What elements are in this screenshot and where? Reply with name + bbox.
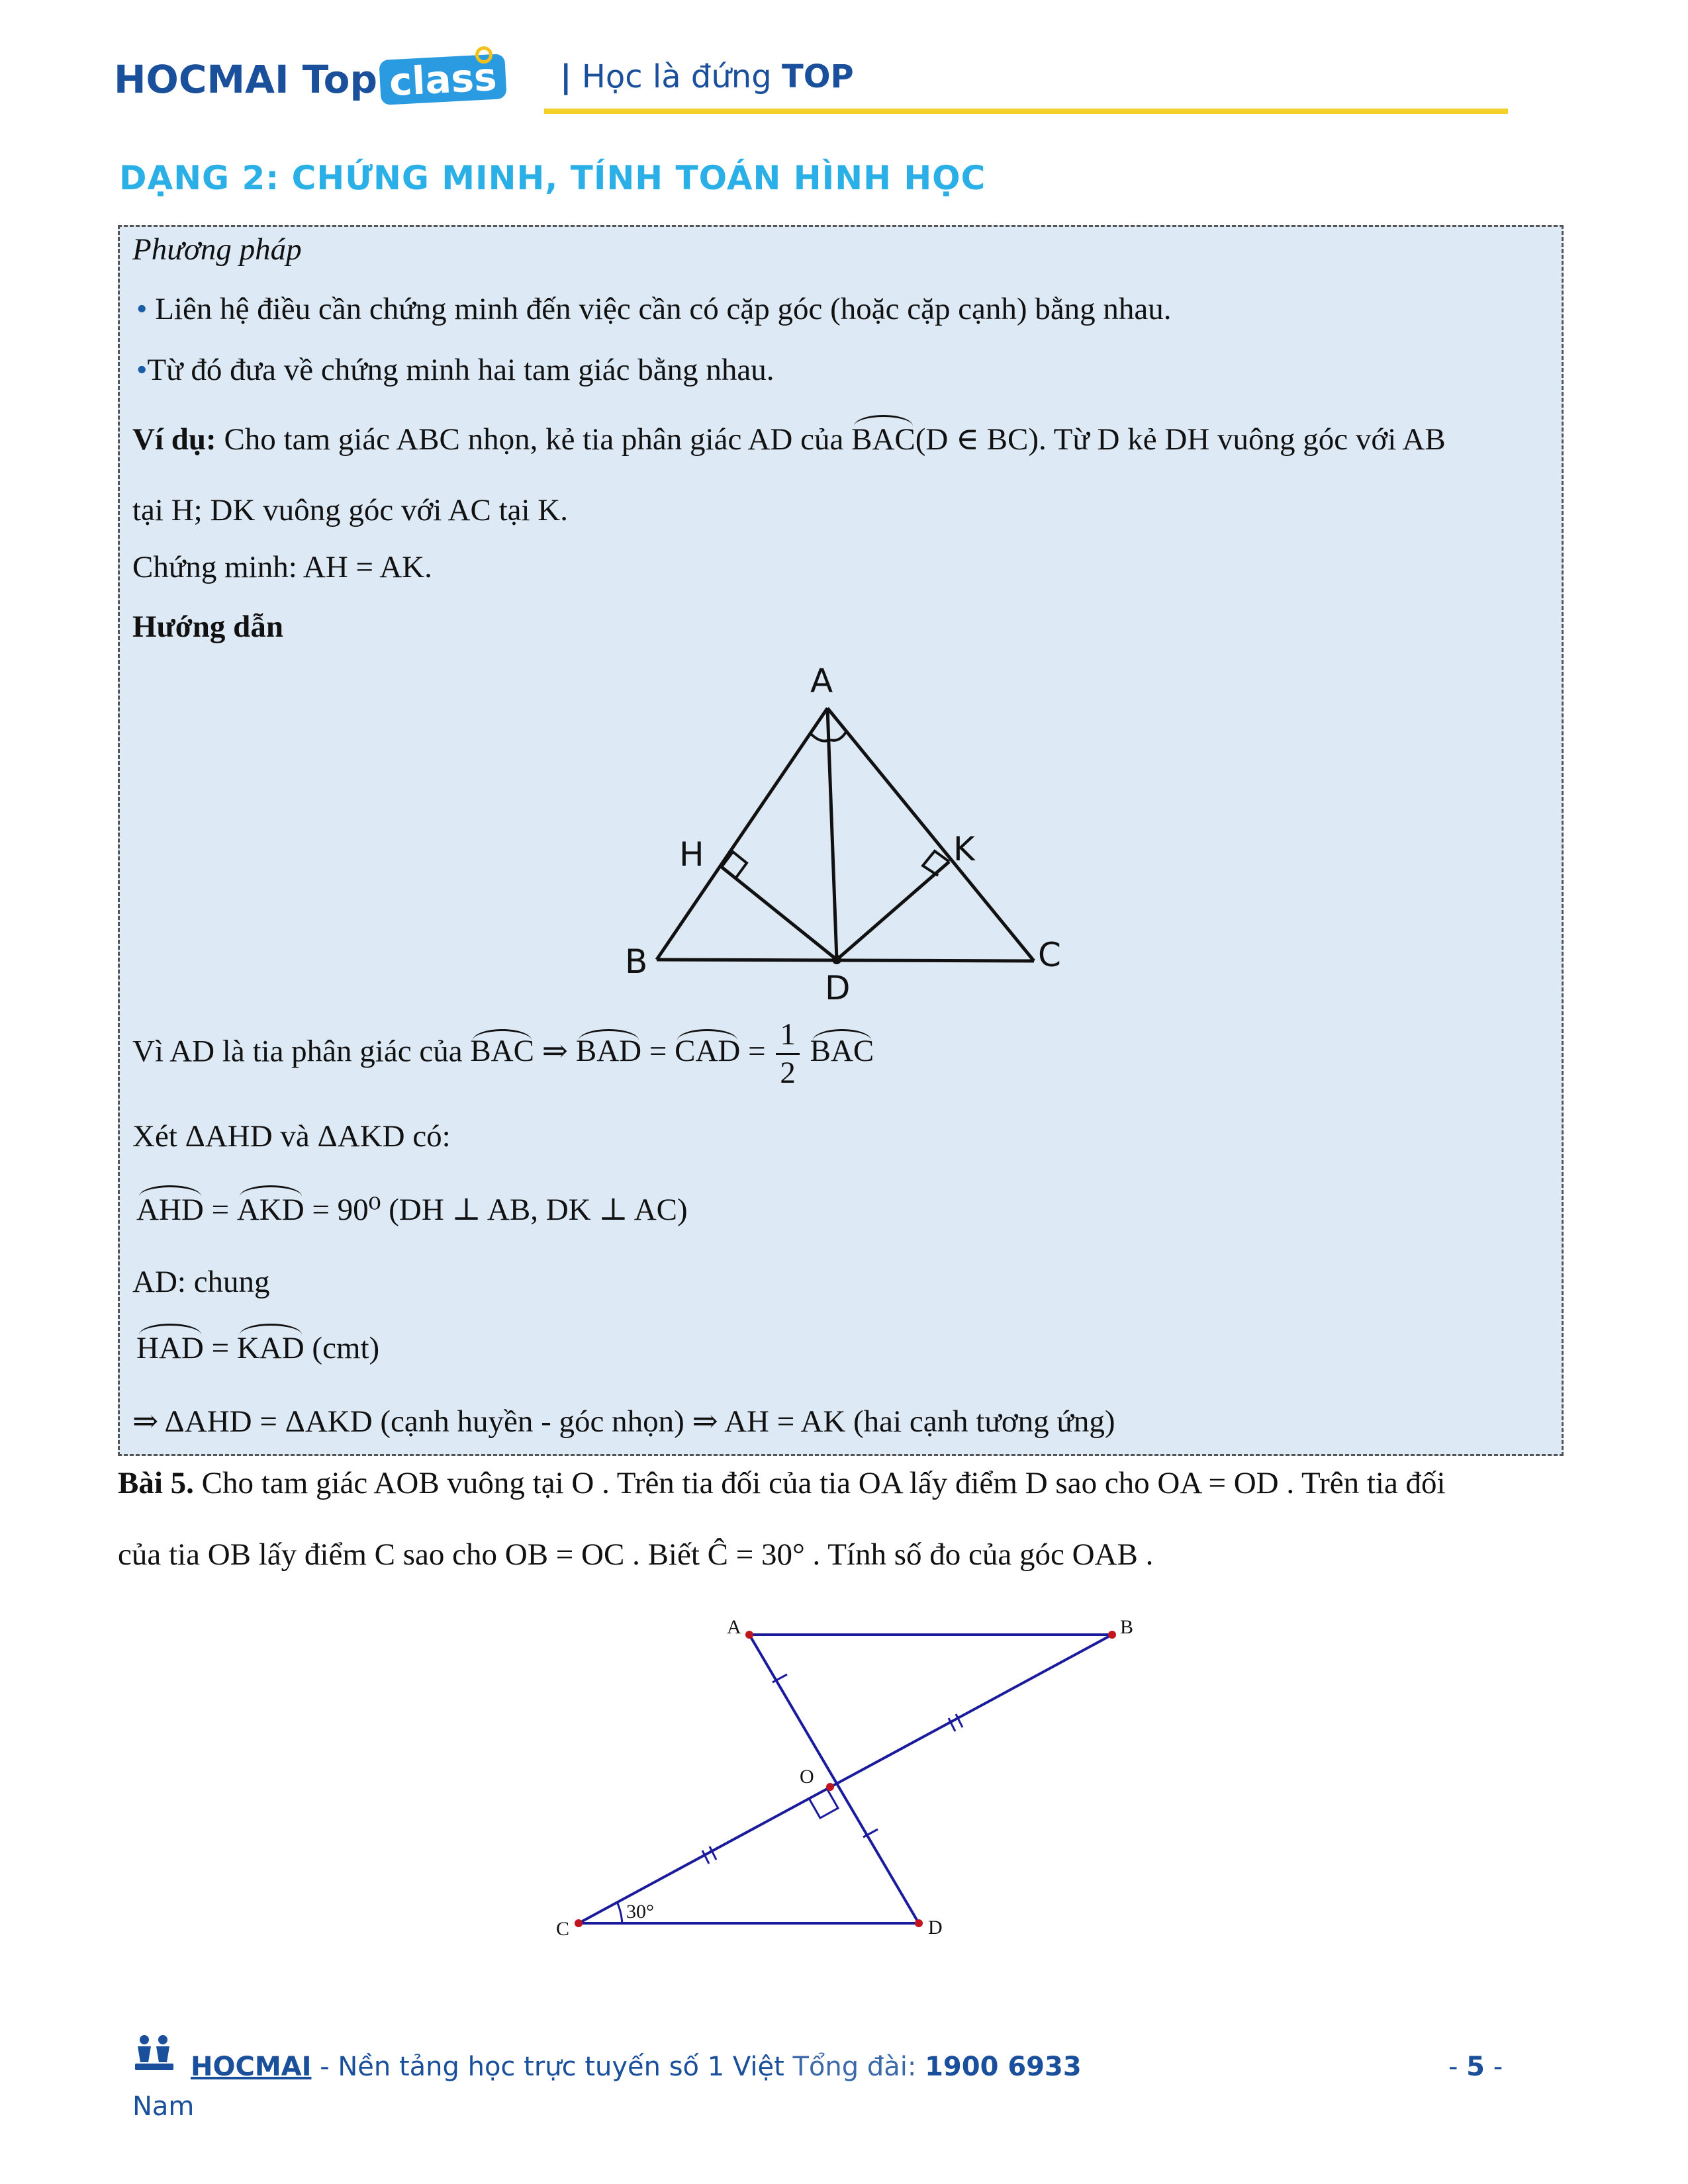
slogan xyxy=(560,58,854,95)
example-text-2: (D ∈ BC). Từ D kẻ DH vuông góc với AB xyxy=(915,422,1446,457)
label-c: C xyxy=(556,1918,570,1940)
fraction-numerator: 1 xyxy=(776,1019,800,1055)
label-h: H xyxy=(679,835,704,874)
section-title: DẠNG 2: CHỨNG MINH, TÍNH TOÁN HÌNH HỌC xyxy=(119,159,986,197)
point-o xyxy=(826,1783,834,1791)
example-line-2: tại H; DK vuông góc với AC tại K. xyxy=(132,493,568,527)
eq-sign: = xyxy=(748,1034,766,1069)
perp-dh xyxy=(722,867,837,960)
bullet-icon: • xyxy=(136,353,148,387)
segment-bc xyxy=(579,1635,1112,1923)
bullet-text: Từ đó đưa về chứng minh hai tam giác bằng nhau. xyxy=(147,353,774,387)
angle-cad: CAD xyxy=(675,1034,741,1069)
angle-akd: AKD xyxy=(236,1193,305,1227)
side-bc xyxy=(657,960,1034,961)
solution-line-5 xyxy=(136,1330,379,1366)
label-k: K xyxy=(953,830,975,868)
brand-main: HOCMAI Top xyxy=(114,57,378,102)
side-ab xyxy=(657,708,827,960)
prove-line: Chứng minh: AH = AK. xyxy=(132,550,432,584)
angle-bac: BAC xyxy=(470,1034,534,1069)
perp-dk xyxy=(837,862,949,960)
footer-brand-link[interactable]: HOCMAI xyxy=(191,2052,312,2082)
footer-hotline: 1900 6933 xyxy=(925,2052,1082,2082)
label-c: C xyxy=(1038,936,1061,974)
slogan-bar: | xyxy=(560,58,572,95)
exercise-label: Bài 5. xyxy=(118,1466,194,1500)
solution-line-3 xyxy=(136,1191,688,1228)
method-bullet-1 xyxy=(136,291,1172,327)
label-b: B xyxy=(1120,1616,1134,1638)
eq-sign: = xyxy=(211,1331,230,1365)
page-prefix: - xyxy=(1448,2052,1467,2082)
bisector-ad xyxy=(827,708,837,960)
label-a: A xyxy=(727,1616,741,1638)
label-angle-30: 30° xyxy=(626,1901,654,1923)
angle-bac: BAC xyxy=(810,1034,874,1069)
label-o: O xyxy=(800,1766,814,1788)
brand-logo xyxy=(114,54,506,105)
side-ac xyxy=(827,708,1034,961)
example-line-1 xyxy=(132,421,1446,457)
slogan-top: TOP xyxy=(781,58,854,95)
angle-c-arc xyxy=(617,1902,622,1923)
exercise-line-1 xyxy=(118,1465,1446,1501)
method-bullet-2 xyxy=(136,352,774,388)
angle-had: HAD xyxy=(136,1331,204,1365)
angle-kad: KAD xyxy=(236,1331,305,1365)
slogan-text: Học là đứng xyxy=(581,58,772,95)
figure-aob xyxy=(543,1608,1139,1952)
angle-mark-2 xyxy=(830,732,846,741)
angle-mark-1 xyxy=(810,733,829,741)
angle-bac: BAC xyxy=(851,422,915,457)
figure-triangle-abc xyxy=(596,655,1099,1013)
angle-ahd: AHD xyxy=(136,1193,204,1227)
point-c xyxy=(575,1919,583,1927)
solution-line-2: Xét ΔAHD và ΔAKD có: xyxy=(132,1119,451,1154)
sol-1-prefix: Vì AD là tia phân giác của xyxy=(132,1034,463,1069)
header-divider xyxy=(544,109,1508,114)
eq-sign: = xyxy=(649,1034,667,1069)
footer-hotline-label: Tổng đài: xyxy=(792,2052,925,2082)
point-b xyxy=(1108,1631,1116,1639)
point-a xyxy=(745,1631,753,1639)
implies-arrow: ⇒ xyxy=(541,1034,569,1069)
sol-3-rest: = 90⁰ (DH ⊥ AB, DK ⊥ AC) xyxy=(312,1193,688,1227)
segment-ad xyxy=(749,1635,919,1923)
solution-line-1 xyxy=(132,1019,874,1089)
point-d xyxy=(915,1919,923,1927)
page-suffix: - xyxy=(1485,2052,1503,2082)
point-d xyxy=(832,955,841,964)
example-label: Ví dụ: xyxy=(132,422,216,457)
label-d: D xyxy=(825,969,851,1007)
page-number xyxy=(1448,2052,1503,2082)
label-d: D xyxy=(928,1917,943,1938)
exercise-line-2: của tia OB lấy điểm C sao cho OB = OC . Biết Ĉ = 30° . Tính số đo của góc OAB . xyxy=(118,1537,1154,1572)
angle-bad: BAD xyxy=(575,1034,642,1069)
footer-text xyxy=(132,2052,1082,2082)
exercise-text-1: Cho tam giác AOB vuông tại O . Trên tia đối của tia OA lấy điểm D sao cho OA = OD . Trên tia đối xyxy=(201,1466,1446,1500)
method-heading: Phương pháp xyxy=(132,232,302,267)
brand-sun-icon xyxy=(475,46,492,64)
fraction-denominator: 2 xyxy=(780,1056,796,1090)
bullet-icon: • xyxy=(136,292,148,326)
right-angle-o xyxy=(810,1790,838,1818)
guide-label: Hướng dẫn xyxy=(132,610,283,644)
footer-tagline: - Nền tảng học trực tuyến số 1 Việt xyxy=(311,2052,793,2082)
example-text-1: Cho tam giác ABC nhọn, kẻ tia phân giác AD của xyxy=(224,422,844,457)
solution-line-4: AD: chung xyxy=(132,1265,270,1299)
label-b: B xyxy=(625,942,648,981)
eq-sign: = xyxy=(211,1193,230,1227)
sol-5-rest: (cmt) xyxy=(312,1331,380,1365)
bullet-text: Liên hệ điều cần chứng minh đến việc cần có cặp góc (hoặc cặp cạnh) bằng nhau. xyxy=(155,292,1172,326)
page-value: 5 xyxy=(1466,2052,1485,2082)
footer-continuation: Nam xyxy=(132,2091,195,2122)
solution-line-6: ⇒ ΔAHD = ΔAKD (cạnh huyền - góc nhọn) ⇒ AH = AK (hai cạnh tương ứng) xyxy=(132,1404,1115,1439)
fraction-half xyxy=(776,1019,800,1089)
brand-class: class xyxy=(379,54,507,105)
label-a: A xyxy=(810,662,833,700)
